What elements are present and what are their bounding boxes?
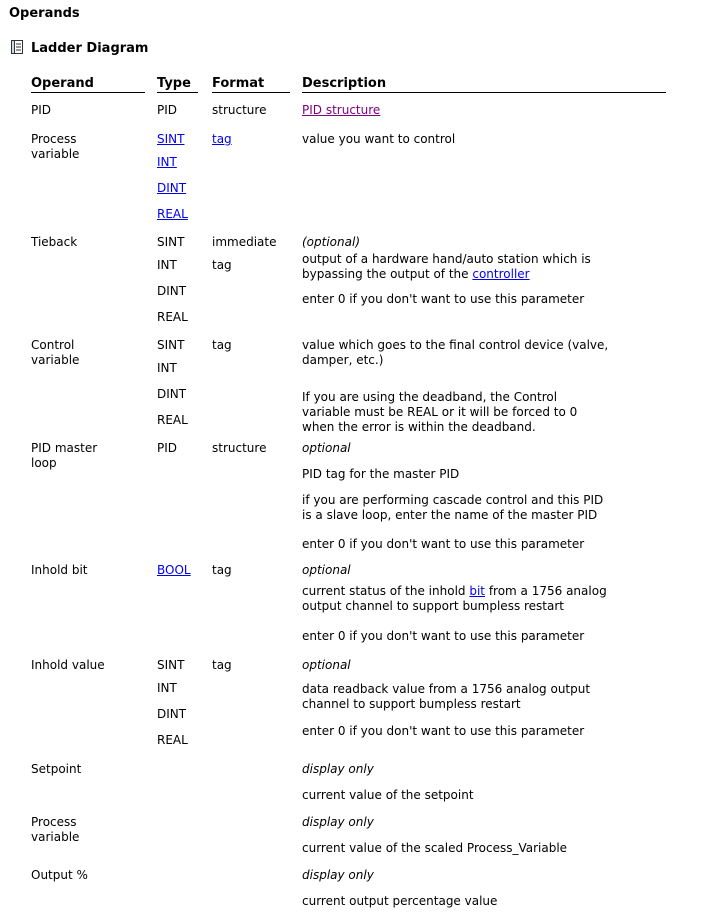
operand-name: loop bbox=[31, 456, 57, 470]
description-text: if you are performing cascade control and this PID is a slave loop, enter the name of the master PID bbox=[302, 493, 604, 522]
description-paragraph bbox=[302, 235, 360, 250]
type-value: INT bbox=[157, 681, 177, 695]
description-paragraph bbox=[302, 252, 591, 282]
type-value: REAL bbox=[157, 310, 188, 324]
column-header-format: Format bbox=[212, 76, 265, 91]
description-text: output of a hardware hand/auto station which is bypassing the output of the bbox=[302, 252, 591, 281]
type-value: INT bbox=[157, 258, 177, 272]
description-paragraph bbox=[302, 629, 584, 644]
header-rule-operand bbox=[31, 92, 145, 93]
type-value: REAL bbox=[157, 413, 188, 427]
description-text: PID tag for the master PID bbox=[302, 467, 460, 481]
type-link-text[interactable]: REAL bbox=[157, 207, 188, 221]
description-text: If you are using the deadband, the Control variable must be REAL or it will be forced to 0 when the error is within the deadband. bbox=[302, 390, 578, 434]
description-paragraph bbox=[302, 815, 374, 830]
type-value: PID bbox=[157, 103, 178, 117]
type-link-text[interactable]: INT bbox=[157, 155, 177, 169]
description-text: value you want to control bbox=[302, 132, 456, 146]
description-text: current value of the setpoint bbox=[302, 788, 474, 802]
operand-name: variable bbox=[31, 147, 80, 161]
description-paragraph bbox=[302, 762, 374, 777]
description-link[interactable]: PID structure bbox=[302, 103, 381, 117]
subsection-title: Ladder Diagram bbox=[31, 40, 149, 56]
description-paragraph bbox=[302, 537, 584, 552]
type-link[interactable] bbox=[157, 563, 191, 578]
operand-name: Output % bbox=[31, 868, 88, 882]
format-value: structure bbox=[212, 103, 267, 117]
description-note: display only bbox=[302, 815, 374, 829]
type-value: PID bbox=[157, 441, 178, 455]
header-rule-format bbox=[212, 92, 290, 93]
description-text: enter 0 if you don't want to use this parameter bbox=[302, 724, 585, 738]
type-link-text[interactable]: SINT bbox=[157, 132, 185, 146]
description-link[interactable]: bit bbox=[469, 584, 485, 598]
column-header-type: Type bbox=[157, 76, 191, 91]
operand-name: PID master bbox=[31, 441, 98, 455]
format-link-text[interactable]: tag bbox=[212, 132, 232, 146]
description-paragraph bbox=[302, 868, 374, 883]
header-rule-type bbox=[157, 92, 198, 93]
description-link[interactable]: controller bbox=[472, 267, 530, 281]
description-paragraph bbox=[302, 788, 474, 803]
description-text: enter 0 if you don't want to use this parameter bbox=[302, 629, 585, 643]
description-paragraph bbox=[302, 682, 590, 712]
description-text: data readback value from a 1756 analog output channel to support bumpless restart bbox=[302, 682, 591, 711]
description-text: current output percentage value bbox=[302, 894, 498, 908]
operand-name: Setpoint bbox=[31, 762, 82, 776]
description-note: display only bbox=[302, 762, 374, 776]
format-value: tag bbox=[212, 658, 232, 672]
operand-name: Process bbox=[31, 815, 77, 829]
description-note: (optional) bbox=[302, 235, 360, 249]
operand-name: Tieback bbox=[31, 235, 78, 249]
description-note: optional bbox=[302, 563, 351, 577]
description-paragraph bbox=[302, 724, 584, 739]
document-icon bbox=[9, 39, 25, 55]
type-link[interactable] bbox=[157, 132, 184, 147]
format-link[interactable] bbox=[212, 132, 232, 147]
format-value: tag bbox=[212, 338, 232, 352]
description-text: enter 0 if you don't want to use this parameter bbox=[302, 292, 585, 306]
operand-name: Inhold value bbox=[31, 658, 105, 672]
operand-name: variable bbox=[31, 353, 80, 367]
subsection-title-row bbox=[9, 40, 148, 56]
format-value: tag bbox=[212, 563, 232, 577]
description-paragraph bbox=[302, 493, 603, 523]
format-value: tag bbox=[212, 258, 232, 272]
column-header-operand: Operand bbox=[31, 76, 94, 91]
type-value: SINT bbox=[157, 235, 185, 249]
operand-name: Process bbox=[31, 132, 77, 146]
description-paragraph bbox=[302, 441, 351, 456]
description-note: optional bbox=[302, 658, 351, 672]
type-link[interactable] bbox=[157, 181, 186, 196]
description-paragraph bbox=[302, 390, 577, 435]
operand-name: variable bbox=[31, 830, 80, 844]
description-paragraph bbox=[302, 563, 351, 578]
description-text: current status of the inhold bbox=[302, 584, 470, 598]
type-value: SINT bbox=[157, 658, 185, 672]
type-value: DINT bbox=[157, 707, 187, 721]
type-value: SINT bbox=[157, 338, 185, 352]
description-text: from a 1756 analog output channel to support bumpless restart bbox=[302, 584, 607, 613]
operand-name: Control bbox=[31, 338, 75, 352]
description-paragraph bbox=[302, 894, 497, 909]
description-paragraph bbox=[302, 584, 607, 614]
description-paragraph bbox=[302, 132, 455, 147]
type-link[interactable] bbox=[157, 207, 188, 222]
description-paragraph bbox=[302, 103, 380, 118]
description-text: enter 0 if you don't want to use this parameter bbox=[302, 537, 585, 551]
column-header-description: Description bbox=[302, 76, 387, 91]
description-paragraph bbox=[302, 292, 584, 307]
type-link-text[interactable]: DINT bbox=[157, 181, 187, 195]
type-value: REAL bbox=[157, 733, 188, 747]
type-link[interactable] bbox=[157, 155, 177, 170]
description-note: optional bbox=[302, 441, 351, 455]
description-text: value which goes to the final control device (valve, damper, etc.) bbox=[302, 338, 609, 367]
type-value: DINT bbox=[157, 387, 187, 401]
header-rule-description bbox=[302, 92, 666, 93]
description-paragraph bbox=[302, 841, 567, 856]
description-paragraph bbox=[302, 658, 351, 673]
format-value: immediate bbox=[212, 235, 277, 249]
description-paragraph bbox=[302, 338, 608, 368]
type-link-text[interactable]: BOOL bbox=[157, 563, 191, 577]
section-title: Operands bbox=[9, 6, 80, 21]
description-paragraph bbox=[302, 467, 459, 482]
description-text: current value of the scaled Process_Variable bbox=[302, 841, 568, 855]
format-value: structure bbox=[212, 441, 267, 455]
type-value: DINT bbox=[157, 284, 187, 298]
operand-name: PID bbox=[31, 103, 52, 117]
description-note: display only bbox=[302, 868, 374, 882]
type-value: INT bbox=[157, 361, 177, 375]
operand-name: Inhold bit bbox=[31, 563, 88, 577]
